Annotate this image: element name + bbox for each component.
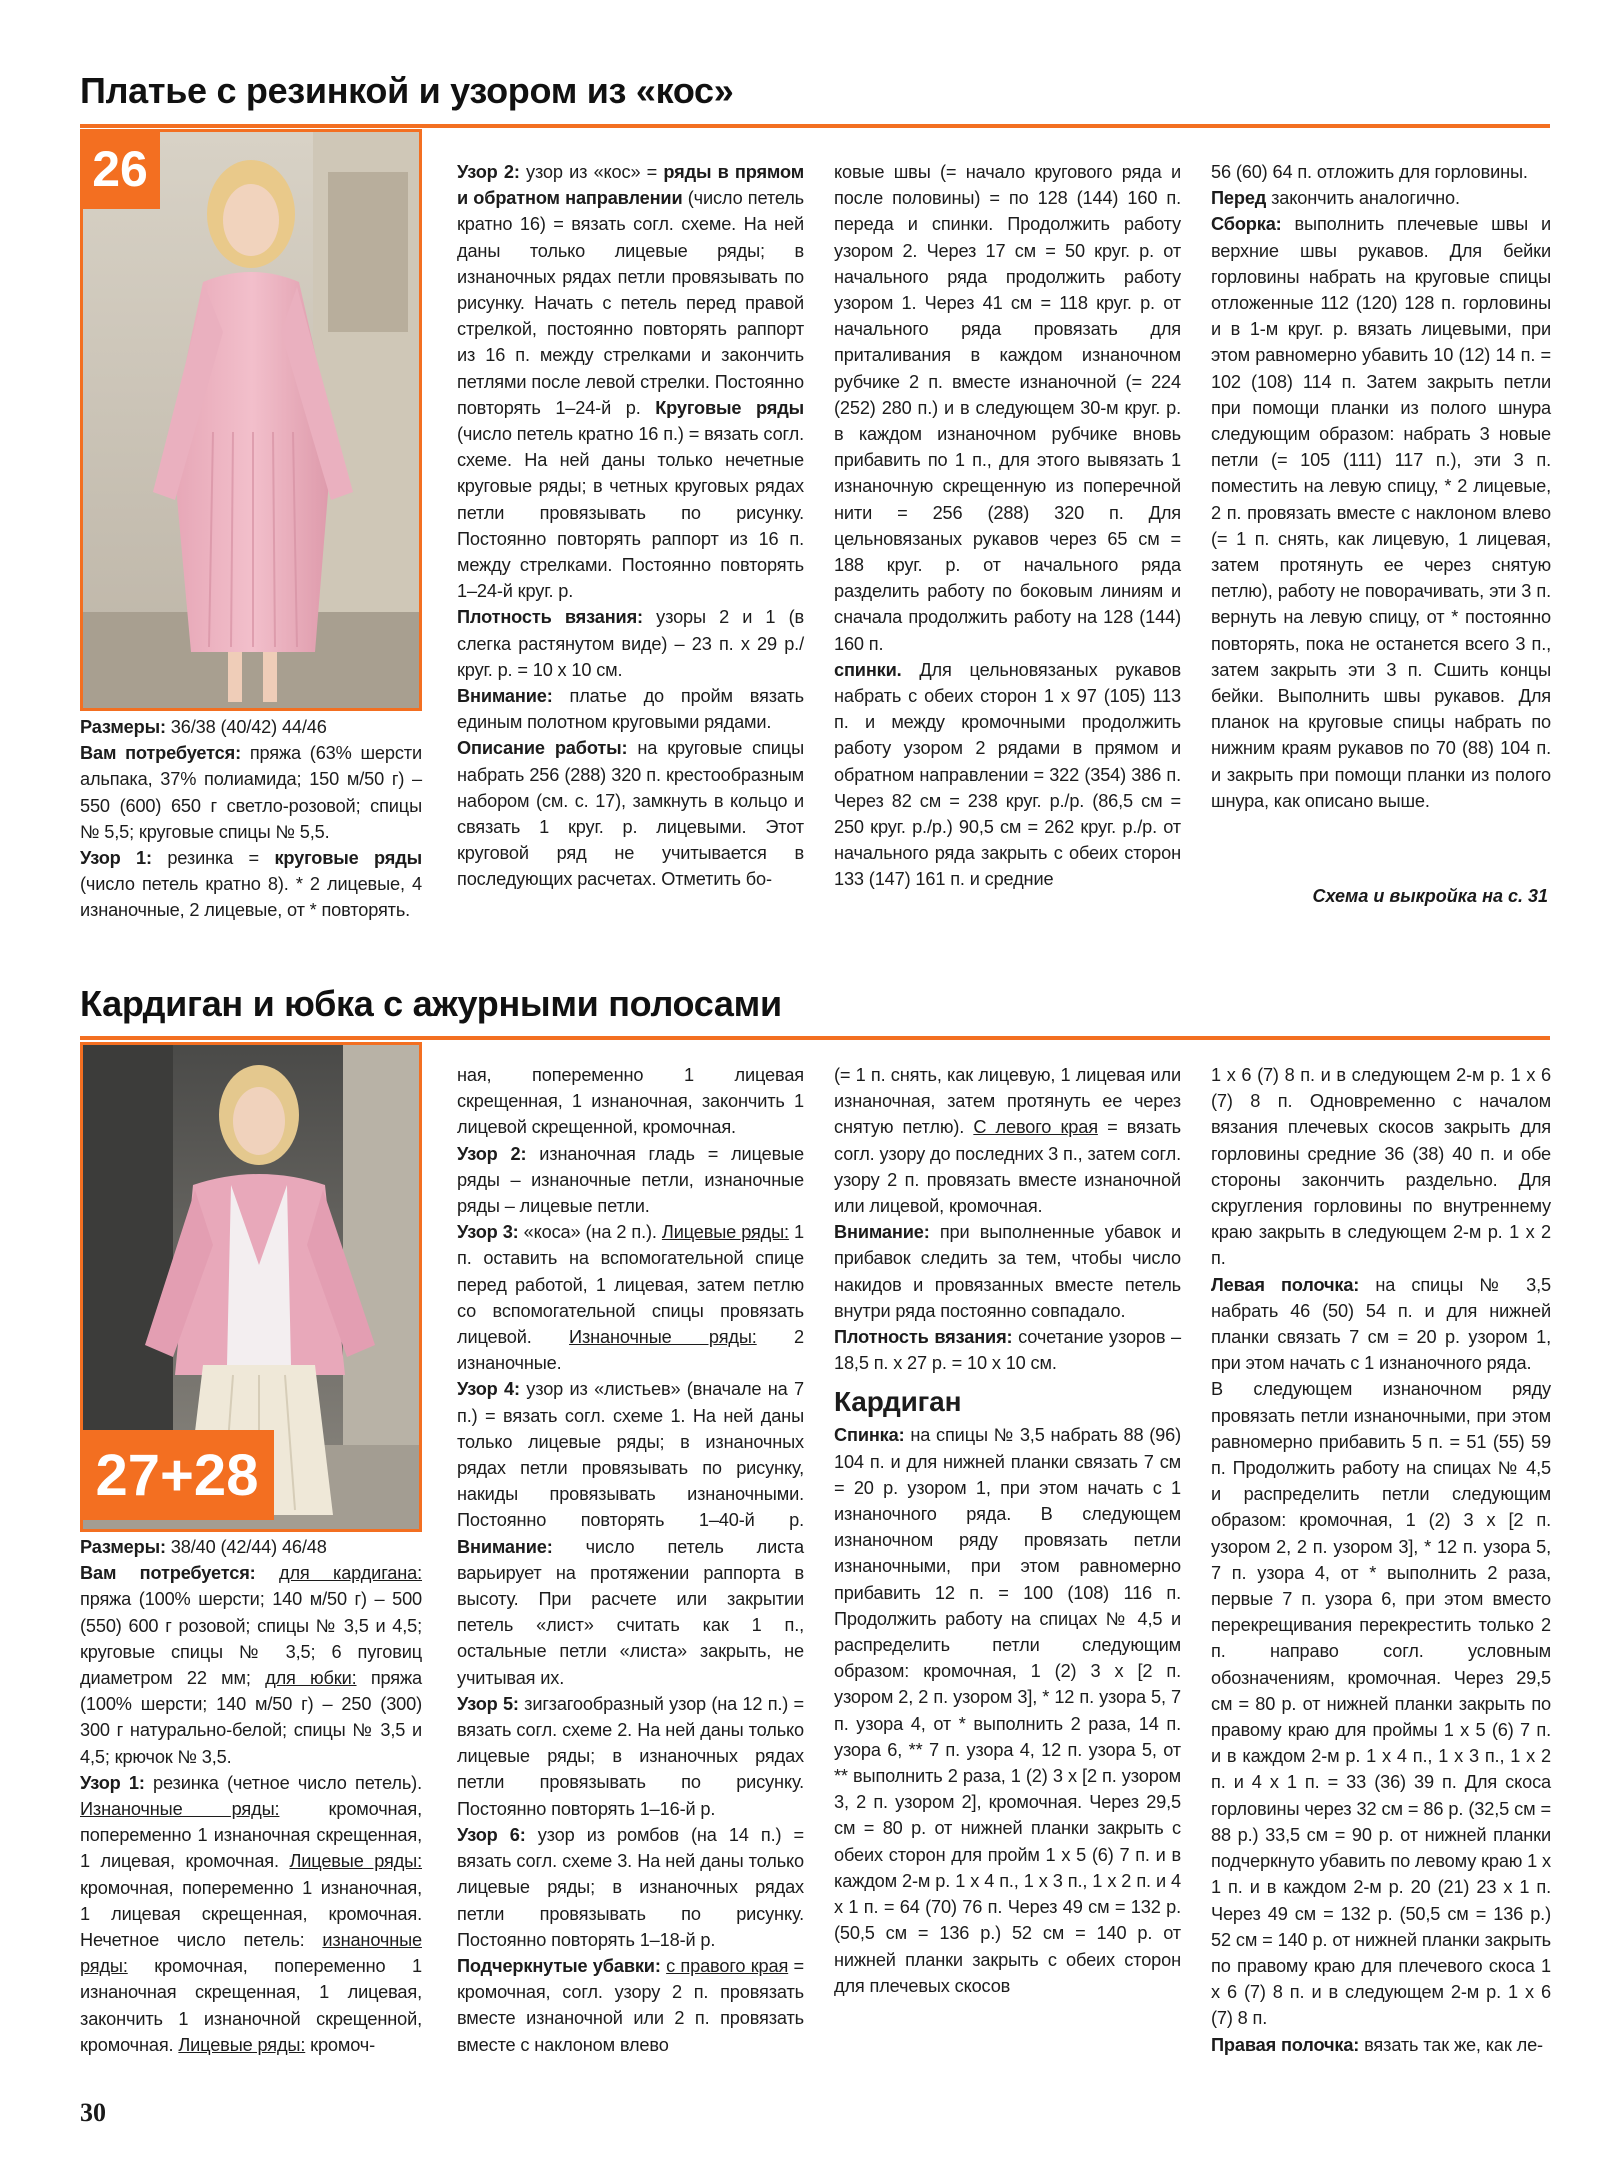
article2-title: Кардиган и юбка с ажурными полосами	[80, 983, 782, 1024]
paragraph: Левая полочка: на спицы № 3,5 набрать 46 (50) 54 п. и для нижней планки связать 7 см = 20 р. узором 1, при этом начать с 1 изнаночного ряда.	[1211, 1274, 1551, 1374]
paragraph: Узор 4: узор из «листьев» (вначале на 7 п.) = вязать согл. схеме 1. На ней даны только лицевые ряды; в изнаночных рядах петли провязывать по рисунку, накиды провязывать изнаночными. Постоянно повторять 1–40-й р. Внимание: число петель листа варьирует на протяжении раппорта в высоту. При расчете или закрытии петель «лист» считать как 1 п., остальные петли «листа» закрыть, не учитывая их.	[457, 1379, 804, 1688]
article2-title-rule	[80, 1036, 1550, 1040]
paragraph: Плотность вязания: сочетание узоров – 18,5 п. x 27 р. = 10 x 10 см.	[834, 1327, 1182, 1374]
paragraph: Подчеркнутые убавки: с правого края = кромочная, согл. узору 2 п. провязать вместе изнаночной или 2 п. провязать вместе с наклоном влево	[457, 1955, 805, 2055]
article2-column-2	[457, 1062, 804, 2058]
paragraph: В следующем изнаночном ряду провязать петли изнаночными, при этом равномерно прибавить 5 п. = 51 (55) 59 п. Продолжить работу на спицах № 4,5 и распределить петли следующим образом: кромочная, 1 (2) 3 x [2 п. узором 2, 2 п. узором 3], * 12 п. узора 5, 7 п. узора 4, от * выполнить 2 раза, первые 7 п. узора 6, при этом вместо перекрещивания перекрестить только 2 п. направо согл. условным обозначениям, кромочная. Через 29,5 см = 80 р. от нижней планки закрыть по правому краю для проймы 1 x 5 (6) 7 п. и в каждом 2-м р. 1 x 4 п., 1 x 3 п., 1 x 2 п. и 4 x 1 п. = 33 (36) 39 п. Для скоса горловины через 32 см = 86 р. (32,5 см = 88 р.) 33,5 см = 90 р. от нижней планки подчеркнуто убавить по левому краю 1 x 1 п. и в каждом 2-м р. 20 (21) 23 x 1 п. Через 49 см = 132 р. (50,5 см = 136 р.) 52 см = 140 р. от нижней планки закрыть по правому краю для плечевого скоса 1 x 6 (7) 8 п. и в следующем 2-м р. 1 x 6 (7) 8 п.	[1211, 1379, 1551, 2029]
paragraph: Узор 1: резинка = круговые ряды (число петель кратно 8). * 2 лицевые, 4 изнаночные, 2 лицевые, от * повторять.	[80, 848, 422, 921]
paragraph: Узор 2: узор из «кос» = ряды в прямом и обратном направлении (число петель кратно 16) = вязать согл. схеме. На ней даны только лицевые ряды; в изнаночных рядах петли провязывать по рисунку. Начать с петель перед правой стрелкой, постоянно повторять раппорт из 16 п. между стрелками и закончить петлями после левой стрелки. Постоянно повторять 1–24-й р. Круговые ряды (число петель кратно 16 п.) = вязать согл. схеме. На ней даны только нечетные круговые ряды; в четных круговых рядах петли провязывать по рисунку. Постоянно повторять раппорт из 16 п. между стрелками. Постоянно повторять 1–24-й круг. р.	[457, 162, 805, 602]
paragraph: Вам потребуется: пряжа (63% шерсти альпака, 37% полиамида; 150 м/50 г) – 550 (600) 650 г светло-розовой; спицы № 5,5; круговые спицы № 5,5.	[80, 743, 422, 842]
paragraph: ковые швы (= начало кругового ряда и после половины) = по 128 (144) 160 п. переда и спинки. Продолжить работу узором 2. Через 17 см = 50 круг. р. от начального ряда продолжить работу узором 1. Через 41 см = 118 круг. р. от начального ряда провязать для приталивания в каждом изнаночном рубчике 2 п. вместе изнаночной (= 224 (252) 280 п.) и в следующем 30-м круг. р. в каждом изнаночном рубчике вновь прибавить по 1 п., для этого вывязать 1 изнаночную скрещенную из поперечной нити = 256 (288) 320 п. Для цельновязаных рукавов через 65 см = 188 круг. р. от начального ряда разделить работу по боковым линиям и сначала продолжить работу на 128 (144) 160 п.	[834, 162, 1181, 654]
paragraph: спинки. Для цельновязаных рукавов набрать с обеих сторон 1 x 97 (105) 113 п. и между кромочными продолжить работу узором 2 рядами в прямом и обратном направлении = 322 (354) 386 п. Через 82 см = 238 круг. р./р. (86,5 см = 250 круг. р./р.) 90,5 см = 262 круг. р./р. от начального ряда закрыть с обеих сторон 133 (147) 161 п. и средние	[834, 659, 1181, 890]
paragraph: Узор 6: узор из ромбов (на 14 п.) = вязать согл. схеме 3. На ней даны только лицевые ряды; в изнаночных рядах петли провязывать по рисунку. Постоянно повторять 1–18-й р.	[457, 1824, 804, 1950]
article2-number-badge: 27+28	[80, 1430, 274, 1520]
paragraph: ная, попеременно 1 лицевая скрещенная, 1 изнаночная, закончить 1 лицевой скрещенной, кромочная.	[457, 1065, 804, 1138]
paragraph: Спинка: на спицы № 3,5 набрать 88 (96) 104 п. и для нижней планки связать 7 см = 20 р. узором 1, при этом начать с 1 изнаночного ряда. В следующем изнаночном ряду провязать петли изнаночными, при этом равномерно прибавить 12 п. = 100 (108) 116 п. Продолжить работу на спицах № 4,5 и распределить петли следующим образом: кромочная, 1 (2) 3 x [2 п. узором 2, 2 п. узором 3], * 12 п. узора 5, 7 п. узора 4, от * выполнить 2 раза, 14 п. узора 6, ** 7 п. узора 4, 12 п. узора 5, от ** выполнить 2 раза, 1 (2) 3 x [2 п. узором 3, 2 п. узором 2], кромочная. Через 29,5 см = 80 р. от нижней планки закрыть с обеих сторон для пройм 1 x 5 (6) 7 п. и в каждом 2-м р. 1 x 4 п., 1 x 3 п., 1 x 2 п. и 4 x 1 п. = 64 (70) 76 п. Через 49 см = 132 р. (50,5 см = 136 р.) 52 см = 140 р. от нижней планки закрыть с обеих сторон для плечевых скосов	[834, 1425, 1181, 1996]
article1-number-badge: 26	[80, 129, 160, 209]
article1-column-2	[457, 159, 804, 893]
paragraph: Правая полочка: вязать так же, как ле-	[1211, 2034, 1543, 2055]
article1-title-rule	[80, 124, 1550, 128]
article1-column-3	[834, 159, 1181, 893]
paragraph: 56 (60) 64 п. отложить для горловины.	[1211, 162, 1528, 182]
dress-photo	[80, 129, 422, 711]
paragraph: Размеры: 38/40 (42/44) 46/48	[80, 1537, 327, 1557]
paragraph: Узор 1: резинка (четное число петель). Изнаночные ряды: кромочная, попеременно 1 изнаночная скрещенная, 1 лицевая, кромочная. Лицевые ряды: кромочная, попеременно 1 изнаночная, 1 лицевая скрещенная, кромочная. Нечетное число петель: изнаночные ряды: кромочная, попеременно 1 изнаночная скрещенная, 1 лицевая, закончить 1 изнаночной скрещенной, кромочная. Лицевые ряды: кромоч-	[80, 1772, 422, 2055]
paragraph: Внимание: платье до пройм вязать единым полотном круговыми рядами.	[457, 686, 804, 733]
paragraph: Перед закончить аналогично.	[1211, 188, 1460, 209]
paragraph: Плотность вязания: узоры 2 и 1 (в слегка растянутом виде) – 23 п. x 29 р./круг. р. = 10 x 10 см.	[457, 607, 805, 680]
paragraph: Размеры: 36/38 (40/42) 44/46	[80, 717, 327, 737]
article2-column-4	[1211, 1062, 1551, 2058]
paragraph: Узор 5: зигзагообразный узор (на 12 п.) = вязать согл. схеме 2. На ней даны только лицевые ряды; в изнаночных рядах петли провязывать по рисунку. Постоянно повторять 1–16-й р.	[457, 1693, 805, 1819]
paragraph: Описание работы: на круговые спицы набрать 256 (288) 320 п. крестообразным набором (см. с. 17), замкнуть в кольцо и связать 1 круг. р. лицевыми. Этот круговой ряд не учитывается в последующих расчетах. Отметить бо-	[457, 738, 804, 890]
subheading: Кардиган	[834, 1386, 962, 1418]
article1-column-4	[1211, 159, 1551, 814]
article2-column-1	[80, 1534, 422, 2058]
paragraph: Узор 2: изнаночная гладь = лицевые ряды – изнаночные петли, изнаночные ряды – лицевые петли.	[457, 1143, 804, 1217]
article2-column-3	[834, 1062, 1181, 1999]
paragraph: Внимание: при выполненные убавок и прибавок следить за тем, чтобы число накидов и провязанных вместе петель внутри ряда постоянно совпадало.	[834, 1222, 1181, 1321]
page-number: 30	[80, 2098, 106, 2127]
paragraph: Сборка: выполнить плечевые швы и верхние швы рукавов. Для бейки горловины набрать на круговые спицы отложенные 112 (120) 128 п. горловины и в 1-м круг. р. вязать лицевыми, при этом равномерно убавить 10 (12) 14 п. = 102 (108) 114 п. Затем закрыть петли при помощи планки из полого шнура следующим образом: набрать 3 новые петли (= 105 (111) 117 п.), эти 3 п. поместить на левую спицу, * 2 лицевые, 2 п. провязать вместе с наклоном влево (= 1 п. снять, как лицевую, 1 лицевая, затем протянуть ее через снятую петлю), работу не поворачивать, эти 3 п. вернуть на левую спицу, от * постоянно повторять, пока не останется всего 3 п., затем закрыть эти 3 п. Сшить концы бейки. Выполнить швы рукавов. Для планок на круговые спицы набрать по нижним краям рукавов по 70 (88) 104 п. и закрыть при помощи планки из полого шнура, как описано выше.	[1211, 214, 1551, 811]
article1-column-1	[80, 714, 422, 924]
paragraph: Вам потребуется: для кардигана: пряжа (100% шерсти; 140 м/50 г) – 500 (550) 600 г розовой; спицы № 3,5 и 4,5; круговые спицы № 3,5; 6 пуговиц диаметром 22 мм; для юбки: пряжа (100% шерсти; 140 м/50 г) – 250 (300) 300 г натурально-белой; спицы № 3,5 и 4,5; крючок № 3,5.	[80, 1563, 423, 1767]
paragraph: (= 1 п. снять, как лицевую, 1 лицевая или изнаночная, затем протянуть ее через снятую петлю). С левого края = вязать согл. узору до последних 3 п., затем согл. узору 2 п. провязать вместе изнаночной или лицевой, кромочная.	[834, 1065, 1182, 1217]
schema-reference: Схема и выкройка на с. 31	[1312, 886, 1548, 906]
article1-title: Платье с резинкой и узором из «кос»	[80, 70, 734, 111]
paragraph: 1 x 6 (7) 8 п. и в следующем 2-м р. 1 x 6 (7) 8 п. Одновременно с началом вязания плечевых скосов закрыть для горловины средние 36 (38) 40 п. и обе стороны закончить раздельно. Для скругления горловины по внутреннему краю закрыть в следующем 2-м р. 1 x 2 п.	[1211, 1065, 1551, 1269]
paragraph: Узор 3: «коса» (на 2 п.). Лицевые ряды: 1 п. оставить на вспомогательной спице перед работой, 1 лицевая, затем петлю со вспомогательной спицы провязать лицевой. Изнаночные ряды: 2 изнаночные.	[457, 1222, 805, 1374]
